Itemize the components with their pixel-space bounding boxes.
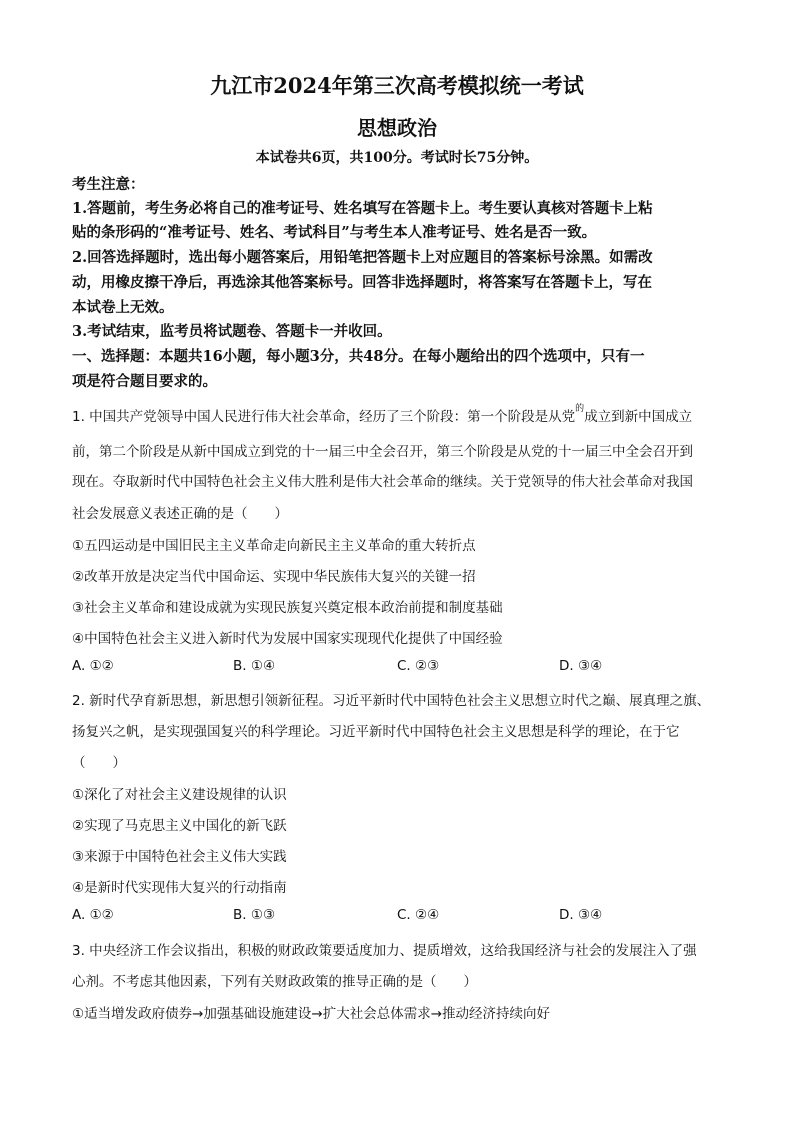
q1-item: ①五四运动是中国旧民主主义革命走向新民主主义革命的重大转折点: [72, 538, 476, 554]
q2-item: ③来源于中国特色社会主义伟大实践: [72, 849, 287, 865]
q3-item: ①适当增发政府债券→加强基础设施建设→扩大社会总体需求→推动经济持续向好: [72, 1006, 551, 1022]
q2-item: ④是新时代实现伟大复兴的行动指南: [72, 880, 287, 896]
q2-option-c[interactable]: C. ②④: [397, 907, 440, 923]
notice-line: 本试卷上无效。: [72, 299, 174, 316]
q1-stem-line: 现在。夺取新时代中国特色社会主义伟大胜利是伟大社会革命的继续。关于党领导的伟大社会革命对我国: [72, 474, 693, 490]
q1-option-a[interactable]: A. ①②: [72, 658, 114, 674]
q1-stem-sup: 的: [575, 403, 585, 414]
exam-info: 本试卷共6页，共100分。考试时长75分钟。: [255, 150, 539, 166]
q1-option-d[interactable]: D. ③④: [559, 658, 603, 674]
exam-title: 九江市2024年第三次高考模拟统一考试: [210, 73, 584, 98]
q2-option-b[interactable]: B. ①③: [233, 907, 276, 923]
q1-stem-line: 前，第二个阶段是从新中国成立到党的十一届三中全会召开，第三个阶段是从党的十一届三中全会召开到: [72, 444, 693, 460]
q1-option-b[interactable]: B. ①④: [233, 658, 276, 674]
section-heading: 一、选择题：本题共16小题，每小题3分，共48分。在每小题给出的四个选项中，只有一: [72, 348, 645, 365]
q2-item: ②实现了马克思主义中国化的新飞跃: [72, 818, 287, 834]
q2-option-d[interactable]: D. ③④: [559, 907, 603, 923]
notice-line: 1.答题前，考生务必将自己的准考证号、姓名填写在答题卡上。考生要认真核对答题卡上粘: [72, 200, 653, 217]
q2-option-a[interactable]: A. ①②: [72, 907, 114, 923]
q3-stem-line: 3. 中央经济工作会议指出，积极的财政政策要适度加力、提质增效，这给我国经济与社会的发展注入了强: [72, 943, 697, 959]
q2-stem-line: 扬复兴之帆，是实现强国复兴的科学理论。习近平新时代中国特色社会主义思想是科学的理论，在于它: [72, 724, 680, 740]
notice-line: 贴的条形码的“准考证号、姓名、考试科目”与考生本人准考证号、姓名是否一致。: [72, 224, 597, 241]
q1-option-c[interactable]: C. ②③: [397, 658, 440, 674]
section-heading: 项是符合题目要求的。: [72, 373, 217, 390]
notice-line: 动，用橡皮擦干净后，再选涂其他答案标号。回答非选择题时，将答案写在答题卡上，写在: [72, 274, 652, 291]
q3-stem-line: 心剂。不考虑其他因素，下列有关财政政策的推导正确的是（ ）: [72, 974, 477, 990]
q1-item: ④中国特色社会主义进入新时代为发展中国家实现现代化提供了中国经验: [72, 631, 503, 647]
subject-title: 思想政治: [357, 116, 437, 140]
notice-line: 3.考试结束，监考员将试题卷、答题卡一并收回。: [72, 323, 392, 340]
q1-item: ②改革开放是决定当代中国命运、实现中华民族伟大复兴的关键一招: [72, 569, 476, 585]
q2-stem-line: 2. 新时代孕育新思想，新思想引领新征程。习近平新时代中国特色社会主义思想立时代之巅、展真理之旗、: [72, 693, 711, 709]
q2-stem-line: （ ）: [72, 755, 126, 771]
q2-item: ①深化了对社会主义建设规律的认识: [72, 787, 287, 803]
q1-stem-part: 1. 中国共产党领导中国人民进行伟大社会革命，经历了三个阶段：第一个阶段是从党: [72, 409, 576, 425]
q1-stem-part: 成立到新中国成立: [584, 409, 693, 425]
q1-stem-line: [72, 405, 732, 425]
notice-line: 2.回答选择题时，选出每小题答案后，用铅笔把答题卡上对应题目的答案标号涂黑。如需改: [72, 249, 653, 266]
q1-item: ③社会主义革命和建设成就为实现民族复兴奠定根本政治前提和制度基础: [72, 600, 503, 616]
notice-heading: 考生注意：: [72, 176, 145, 193]
q1-stem-line: 社会发展意义表述正确的是（ ）: [72, 506, 288, 522]
